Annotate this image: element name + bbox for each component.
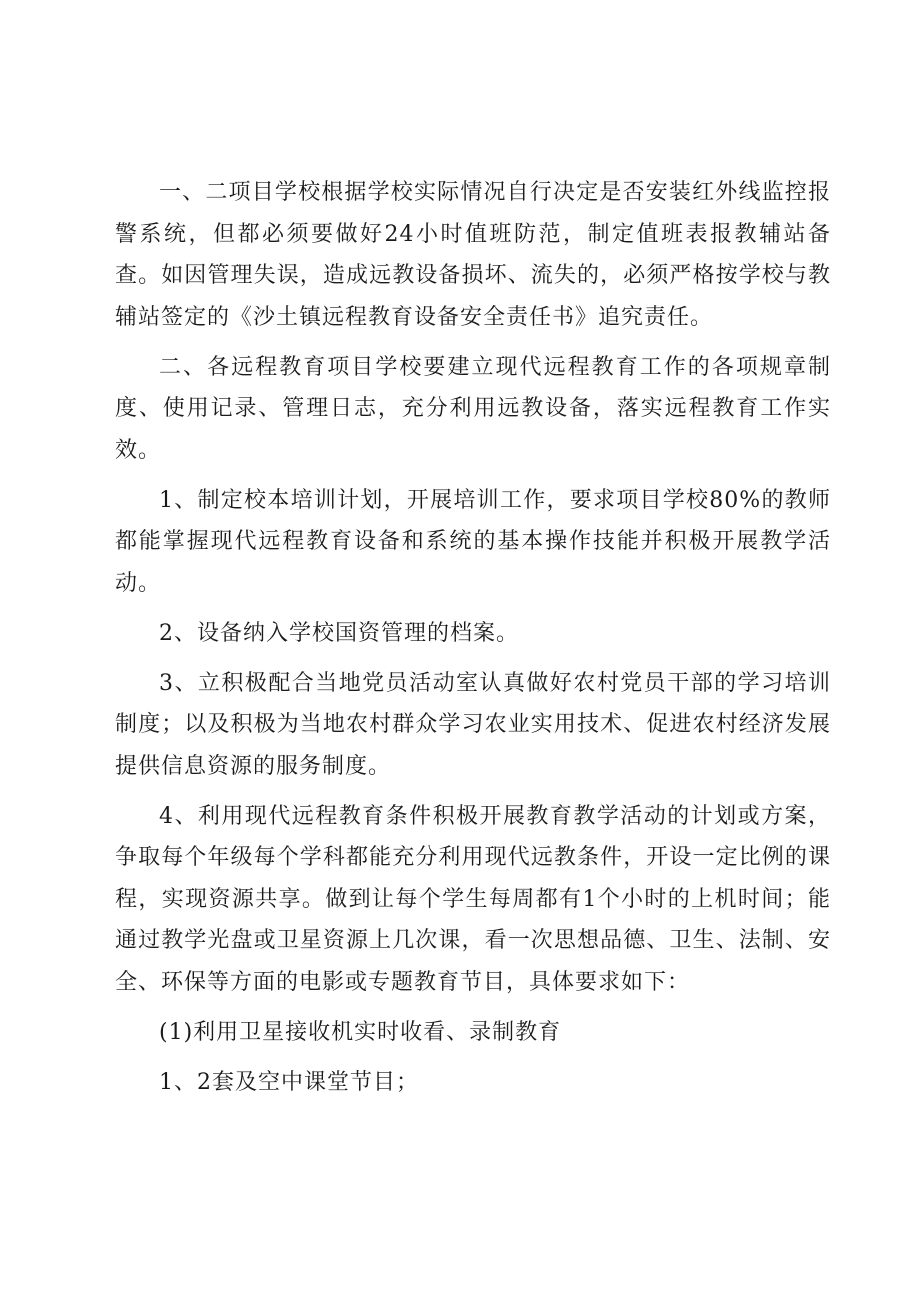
paragraph-rules-and-records: 二、各远程教育项目学校要建立现代远程教育工作的各项规章制度、使用记录、管理日志，充分利用远教设备，落实远程教育工作实效。 bbox=[115, 354, 831, 463]
paragraph-satellite-receiver: (1)利用卫星接收机实时收看、录制教育 bbox=[159, 1019, 562, 1045]
paragraph-asset-archive: 2、设备纳入学校国资管理的档案。 bbox=[159, 620, 519, 646]
paragraph-party-member-training: 3、立积极配合当地党员活动室认真做好农村党员干部的学习培训制度；以及积极为当地农村群众学习农业实用技术、促进农村经济发展提供信息资源的服务制度。 bbox=[115, 670, 831, 779]
paragraph-security-responsibility: 一、二项目学校根据学校实际情况自行决定是否安装红外线监控报警系统，但都必须要做好24小时值班防范，制定值班表报教辅站备查。如因管理失误，造成远教设备损坏、流失的，必须严格按学校与教辅站签定的《沙土镇远程教育设备安全责任书》追究责任。 bbox=[115, 180, 831, 330]
paragraph-air-classroom: 1、2套及空中课堂节目； bbox=[159, 1069, 419, 1095]
paragraph-teaching-activity-plan: 4、利用现代远程教育条件积极开展教育教学活动的计划或方案，争取每个年级每个学科都能充分利用现代远教条件，开设一定比例的课程，实现资源共享。做到让每个学生每周都有1个小时的上机时间；能通过教学光盘或卫星资源上几次课，看一次思想品德、卫生、法制、安全、环保等方面的电影或专题教育节目，具体要求如下： bbox=[115, 803, 831, 995]
paragraph-teacher-training: 1、制定校本培训计划，开展培训工作，要求项目学校80%的教师都能掌握现代远程教育设备和系统的基本操作技能并积极开展教学活动。 bbox=[115, 487, 831, 596]
document-body bbox=[115, 172, 831, 1112]
